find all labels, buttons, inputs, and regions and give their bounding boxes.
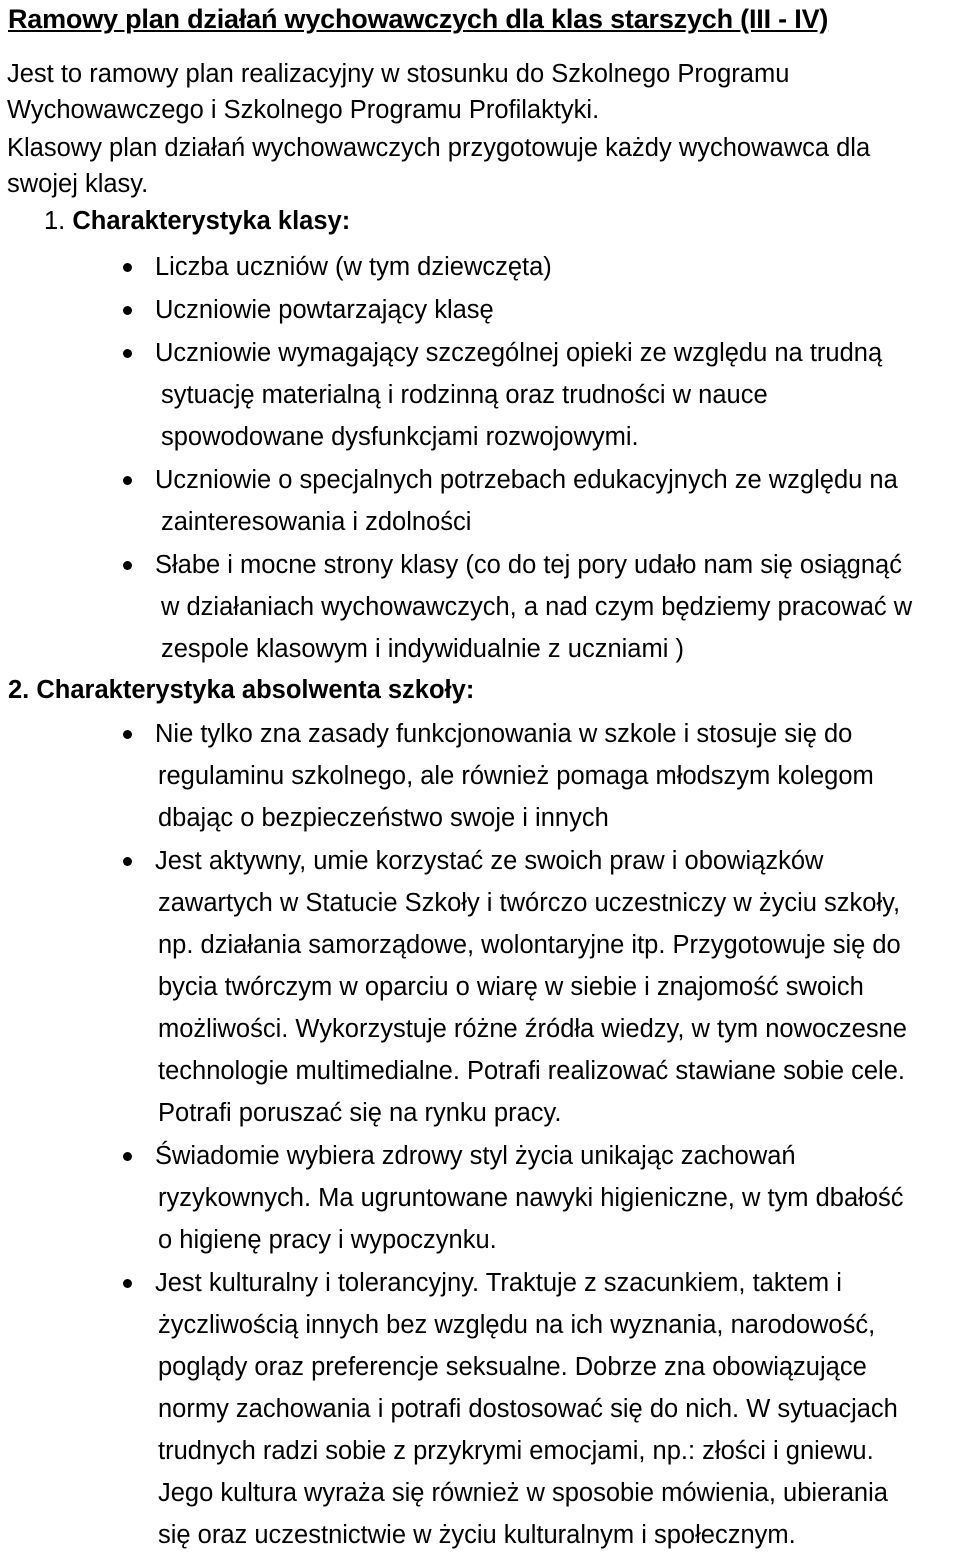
- list-item-line: o higienę pracy i wypoczynku.: [158, 1226, 497, 1254]
- list-item-line: bycia twórczym w oparciu o wiarę w siebie i znajomość swoich: [158, 973, 864, 1001]
- section-2-title: Charakterystyka absolwenta szkoły:: [36, 676, 475, 704]
- list-item-line: zainteresowania i zdolności: [161, 508, 472, 536]
- list-item-line: Uczniowie o specjalnych potrzebach edukacyjnych ze względu na: [155, 466, 898, 494]
- document-title: Ramowy plan działań wychowawczych dla klas starszych (III - IV): [8, 4, 829, 34]
- list-item-line: dbając o bezpieczeństwo swoje i innych: [158, 804, 609, 832]
- list-item-line: technologie multimedialne. Potrafi realizować stawiane sobie cele.: [158, 1057, 905, 1085]
- list-item-line: się oraz uczestnictwie w życiu kulturalnym i społecznym.: [158, 1521, 796, 1549]
- list-item: [155, 289, 955, 331]
- bullet-icon: [123, 730, 132, 739]
- list-item-line: Jest kulturalny i tolerancyjny. Traktuje z szacunkiem, taktem i: [155, 1269, 842, 1297]
- intro-paragraph-2: [7, 130, 947, 203]
- list-item-line: Liczba uczniów (w tym dziewczęta): [155, 253, 552, 281]
- bullet-icon: [123, 1152, 132, 1161]
- intro-paragraph-1: [7, 56, 947, 129]
- section-1-heading: [44, 203, 350, 239]
- list-item-line: Nie tylko zna zasady funkcjonowania w szkole i stosuje się do: [155, 720, 853, 748]
- list-item-line: poglądy oraz preferencje seksualne. Dobrze zna obowiązujące: [158, 1353, 867, 1381]
- list-item: [155, 1135, 955, 1261]
- list-item-line: w działaniach wychowawczych, a nad czym będziemy pracować w: [161, 593, 913, 621]
- bullet-icon: [123, 476, 132, 485]
- section-1-list: [155, 246, 955, 671]
- list-item-line: Uczniowie wymagający szczególnej opieki ze względu na trudną: [155, 339, 883, 367]
- section-1-number: 1.: [44, 207, 66, 235]
- bullet-icon: [123, 349, 132, 358]
- list-item-line: trudnych radzi sobie z przykrymi emocjami, np.: złości i gniewu.: [158, 1437, 874, 1465]
- bullet-icon: [123, 306, 132, 315]
- list-item-line: Świadomie wybiera zdrowy styl życia unikając zachowań: [155, 1142, 796, 1170]
- list-item: [155, 544, 955, 670]
- list-item-line: Słabe i mocne strony klasy (co do tej pory udało nam się osiągnąć: [155, 551, 902, 579]
- section-2-number: 2.: [8, 676, 30, 704]
- list-item-line: zespole klasowym i indywidualnie z uczniami ): [161, 635, 684, 663]
- section-2-list: [155, 713, 955, 1557]
- list-item-line: Potrafi poruszać się na rynku pracy.: [158, 1099, 562, 1127]
- list-item-line: Uczniowie powtarzający klasę: [155, 296, 494, 324]
- section-1-title: Charakterystyka klasy:: [72, 207, 351, 235]
- intro-line: Wychowawczego i Szkolnego Programu Profilaktyki.: [7, 96, 600, 125]
- list-item: [155, 1262, 955, 1556]
- list-item-line: regulaminu szkolnego, ale również pomaga młodszym kolegom: [158, 762, 874, 790]
- intro-line: Jest to ramowy plan realizacyjny w stosunku do Szkolnego Programu: [7, 60, 790, 88]
- bullet-icon: [123, 263, 132, 272]
- list-item: [155, 246, 955, 288]
- section-2-heading: [8, 672, 474, 708]
- list-item: [155, 459, 955, 543]
- intro-line: Klasowy plan działań wychowawczych przygotowuje każdy wychowawca dla: [7, 134, 871, 162]
- list-item-line: Jest aktywny, umie korzystać ze swoich praw i obowiązków: [155, 847, 824, 875]
- list-item-line: normy zachowania i potrafi dostosować się do nich. W sytuacjach: [158, 1395, 898, 1423]
- list-item-line: ryzykownych. Ma ugruntowane nawyki higieniczne, w tym dbałość: [158, 1184, 904, 1212]
- list-item-line: zawartych w Statucie Szkoły i twórczo uczestniczy w życiu szkoły,: [158, 889, 901, 917]
- list-item-line: np. działania samorządowe, wolontaryjne itp. Przygotowuje się do: [158, 931, 901, 959]
- list-item-line: Jego kultura wyraża się również w sposobie mówienia, ubierania: [158, 1479, 888, 1507]
- intro-line: swojej klasy.: [7, 170, 149, 199]
- bullet-icon: [123, 561, 132, 570]
- bullet-icon: [123, 857, 132, 866]
- list-item: [155, 332, 955, 458]
- list-item: [155, 840, 955, 1134]
- list-item-line: życzliwością innych bez względu na ich wyznania, narodowość,: [158, 1311, 876, 1339]
- list-item: [155, 713, 955, 839]
- bullet-icon: [123, 1279, 132, 1288]
- list-item-line: możliwości. Wykorzystuje różne źródła wiedzy, w tym nowoczesne: [158, 1015, 907, 1043]
- list-item-line: sytuację materialną i rodzinną oraz trudności w nauce: [161, 381, 768, 409]
- list-item-line: spowodowane dysfunkcjami rozwojowymi.: [161, 423, 639, 451]
